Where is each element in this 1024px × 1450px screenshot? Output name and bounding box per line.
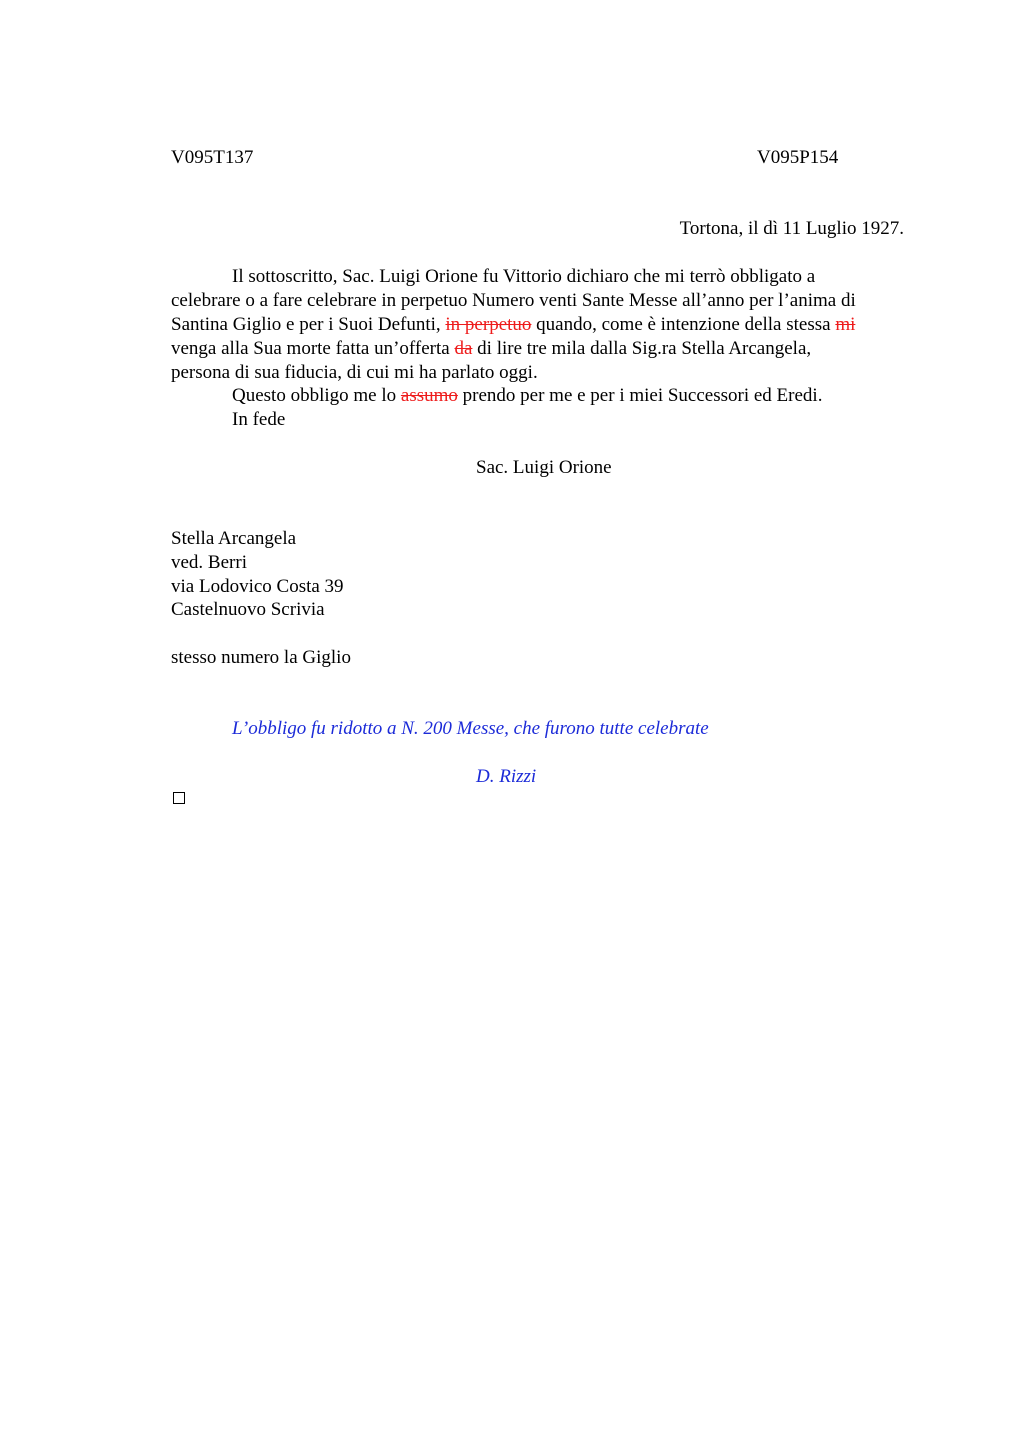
body-line-1: Il sottoscritto, Sac. Luigi Orione fu Vittorio dichiaro che mi terrò obbligato a [232,266,816,287]
document-code-right: V095P154 [757,147,839,168]
annotation-text: L’obbligo fu ridotto a N. 200 Messe, che furono tutte celebrate [232,718,709,739]
closing-in-fede: In fede [232,409,286,430]
body-line-2: celebrare o a fare celebrare in perpetuo Numero venti Sante Messe all’anno per l’anima di [171,290,856,311]
address-name: Stella Arcangela [171,528,297,549]
body-line-3-text-a: Santina Giglio e per i Suoi Defunti, [171,314,446,335]
signature: Sac. Luigi Orione [476,457,612,478]
deleted-text: mi [835,314,856,335]
body-line-3-text-b: quando, come è intenzione della stessa [531,314,836,335]
body-line-6 [232,384,822,408]
document-code-left: V095T137 [171,147,254,168]
annotation-signer: D. Rizzi [476,766,537,787]
body-line-6-text-b: prendo per me e per i miei Successori ed Eredi. [457,385,823,406]
address-street: via Lodovico Costa 39 [171,576,344,597]
body-line-4 [171,337,811,361]
address-city: Castelnuovo Scrivia [171,599,325,620]
deleted-text: assumo [400,385,458,406]
extra-note: stesso numero la Giglio [171,647,351,668]
body-line-6-text-a: Questo obbligo me lo [232,385,401,406]
address-line-2: ved. Berri [171,552,247,573]
deleted-text: in perpetuo [445,314,532,335]
date-line: Tortona, il dì 11 Luglio 1927. [679,218,904,239]
body-line-4-text-a: venga alla Sua morte fatta un’offerta [171,338,455,359]
body-line-5: persona di sua fiducia, di cui mi ha parlato oggi. [171,362,538,383]
body-line-4-text-b: di lire tre mila dalla Sig.ra Stella Arcangela, [472,338,812,359]
deleted-text: da [454,338,473,359]
checkbox-icon [173,792,185,804]
body-line-3 [171,313,855,337]
